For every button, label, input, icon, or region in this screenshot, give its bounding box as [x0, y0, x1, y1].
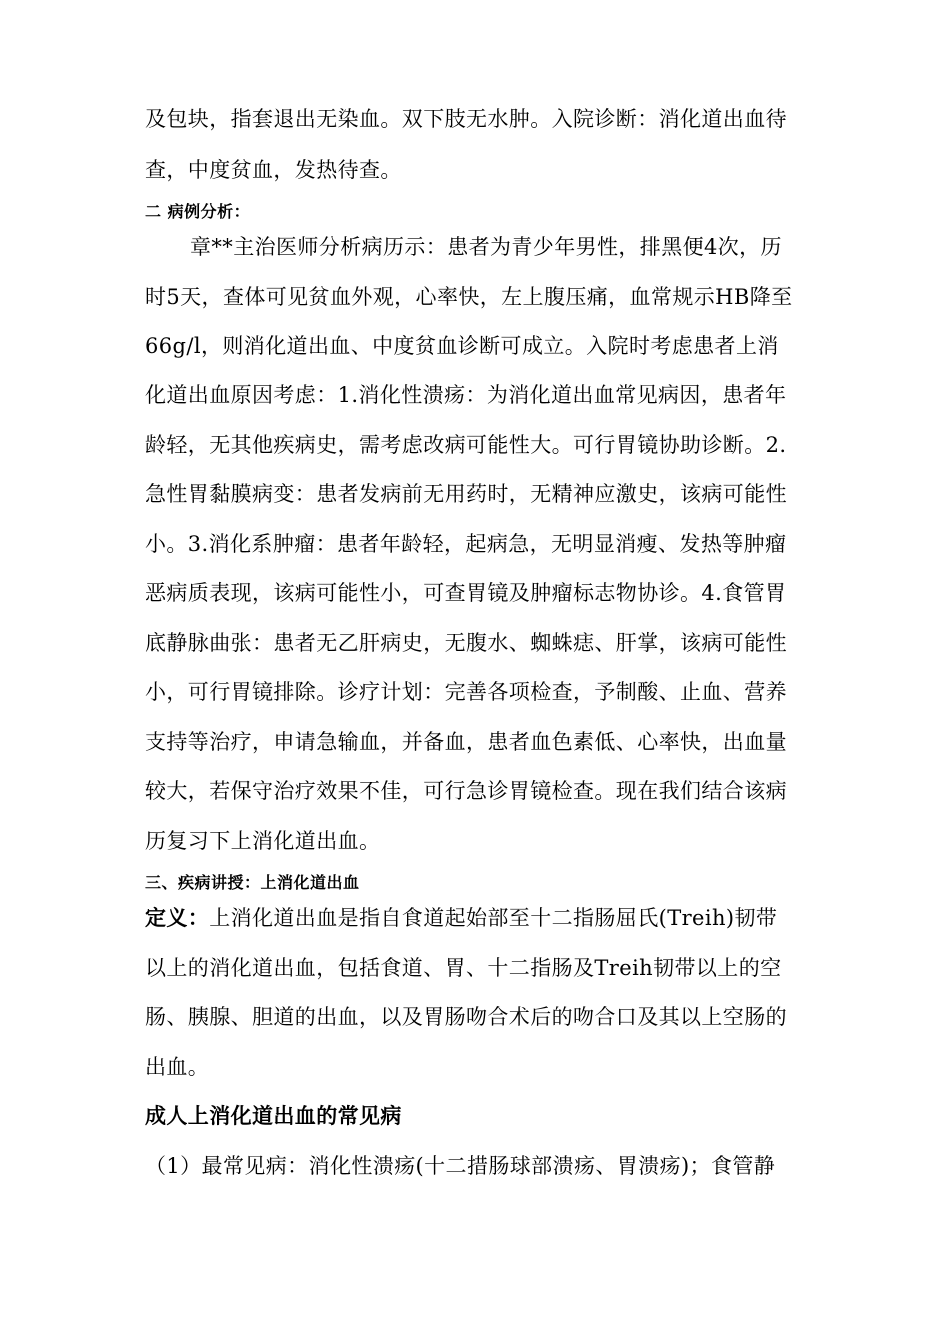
section-heading-case-analysis: 二 病例分析：	[145, 202, 251, 221]
analysis-line-12: 较大，若保守治疗效果不佳，可行急诊胃镜检查。现在我们结合该病	[145, 779, 787, 803]
analysis-line-3: 66g/l，则消化道出血、中度贫血诊断可成立。入院时考虑患者上消	[145, 334, 779, 358]
analysis-line-13: 历复习下上消化道出血。	[145, 829, 381, 853]
analysis-line-2: 时5天，查体可见贫血外观，心率快，左上腹压痛，血常规示HB降至	[145, 285, 793, 309]
analysis-line-9: 底静脉曲张：患者无乙肝病史，无腹水、蜘蛛痣、肝掌，该病可能性	[145, 631, 787, 655]
definition-line-1	[145, 903, 777, 933]
section-heading-disease-lecture: 三、疾病讲授：上消化道出血	[145, 873, 360, 892]
definition-line-3: 肠、胰腺、胆道的出血，以及胃肠吻合术后的吻合口及其以上空肠的	[145, 1005, 787, 1029]
analysis-line-1: 章**主治医师分析病历示：患者为青少年男性，排黑便4次，历	[190, 235, 782, 259]
analysis-line-7: 小。3.消化系肿瘤：患者年龄轻，起病急，无明显消瘦、发热等肿瘤	[145, 532, 787, 556]
analysis-line-4: 化道出血原因考虑：1.消化性溃疡：为消化道出血常见病因，患者年	[145, 383, 787, 407]
common-causes-item-1: （1）最常见病：消化性溃疡(十二措肠球部溃疡、胃溃疡)；食管静	[145, 1154, 776, 1178]
intro-line-1: 及包块，指套退出无染血。双下肢无水肿。入院诊断：消化道出血待	[145, 107, 787, 131]
definition-text: 上消化道出血是指自食道起始部至十二指肠屈氏(Treih)韧带	[209, 906, 778, 930]
analysis-line-5: 龄轻，无其他疾病史，需考虑改病可能性大。可行胃镜协助诊断。2.	[145, 433, 787, 457]
definition-line-2: 以上的消化道出血，包括食道、胃、十二指肠及Treih韧带以上的空	[145, 956, 782, 980]
intro-line-2: 查，中度贫血，发热待查。	[145, 158, 402, 182]
definition-line-4: 出血。	[145, 1055, 210, 1079]
analysis-line-10: 小，可行胃镜排除。诊疗计划：完善各项检查，予制酸、止血、营养	[145, 680, 787, 704]
analysis-line-11: 支持等治疗，申请急输血，并备血，患者血色素低、心率快，出血量	[145, 730, 787, 754]
analysis-line-6: 急性胃黏膜病变：患者发病前无用药时，无精神应激史，该病可能性	[145, 482, 787, 506]
analysis-line-8: 恶病质表现，该病可能性小，可查胃镜及肿瘤标志物协诊。4.食管胃	[145, 581, 787, 605]
definition-label: 定义：	[145, 906, 210, 930]
section-heading-common-causes: 成人上消化道出血的常见病	[145, 1104, 402, 1128]
